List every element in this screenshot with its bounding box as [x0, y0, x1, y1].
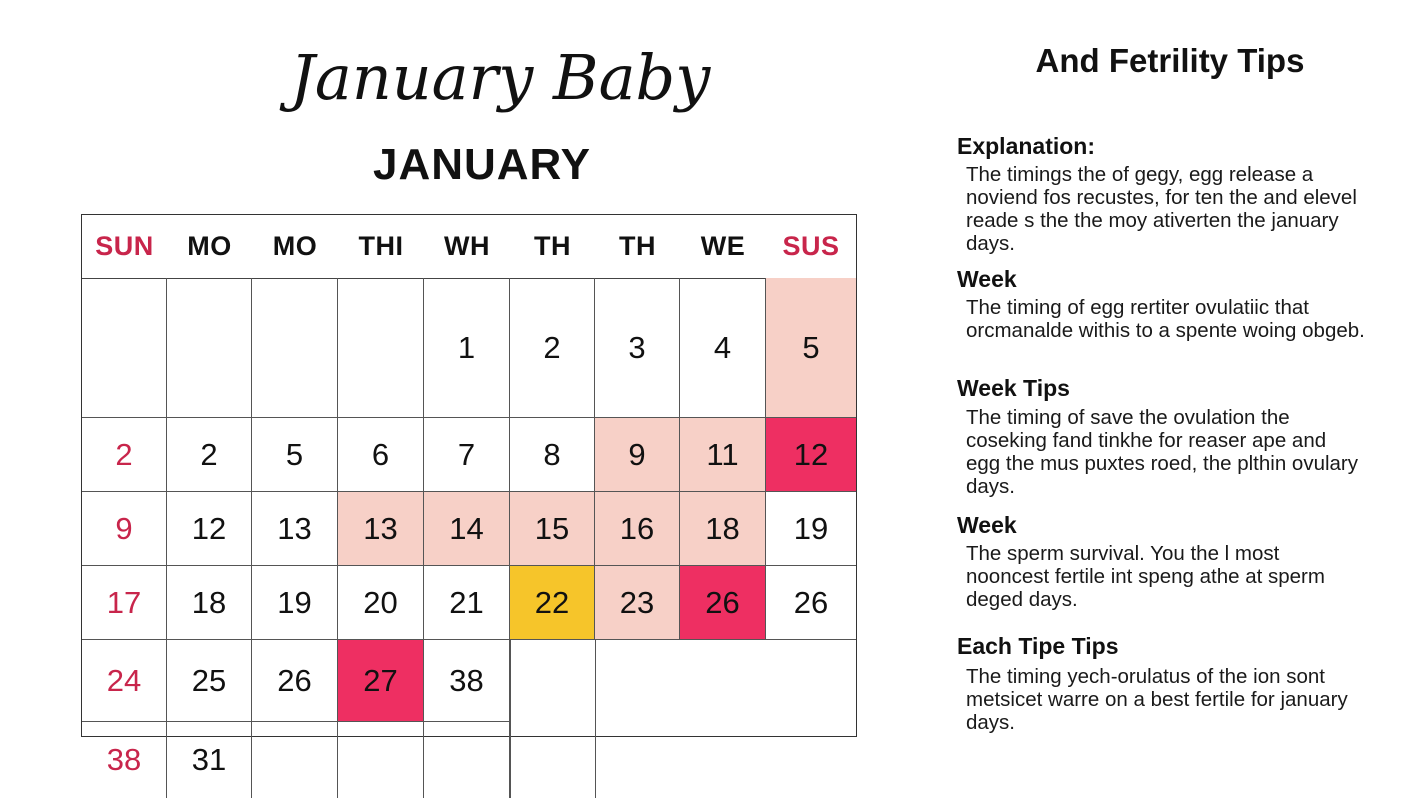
- tip-heading-week-tips: Week Tips: [957, 375, 1070, 401]
- day-number: 7: [457, 436, 476, 472]
- weekday-label: SUS: [782, 231, 840, 261]
- day-cell[interactable]: [424, 722, 510, 798]
- script-title: January Baby: [290, 41, 711, 114]
- day-cell[interactable]: [424, 640, 510, 722]
- day-cell[interactable]: [766, 492, 856, 566]
- day-number: 19: [277, 584, 312, 620]
- day-number: 1: [457, 329, 476, 365]
- day-cell[interactable]: [167, 418, 252, 492]
- weekday-label: WE: [700, 231, 746, 261]
- day-number: 16: [619, 510, 655, 546]
- day-number: 14: [449, 510, 484, 546]
- day-cell[interactable]: [338, 566, 424, 640]
- weekday-label: MO: [187, 231, 232, 261]
- tip-heading-week-2: Week: [957, 512, 1017, 538]
- calendar: [81, 214, 857, 777]
- day-number: 13: [363, 510, 398, 546]
- day-cell[interactable]: [252, 722, 338, 798]
- day-cell[interactable]: [595, 278, 680, 418]
- weekday-label: TH: [619, 231, 656, 261]
- tip-body-week-2: The sperm survival. You the l most nooncest fertile int speng athe at sperm deged days.: [966, 542, 1325, 611]
- tip-heading-explanation: Explanation:: [957, 133, 1096, 159]
- day-number: 4: [713, 329, 732, 365]
- day-number: 9: [115, 510, 133, 546]
- day-cell[interactable]: [766, 418, 856, 492]
- day-cell[interactable]: [510, 418, 595, 492]
- day-cell[interactable]: [167, 278, 252, 418]
- day-number: 27: [363, 662, 398, 698]
- weekday-label: THI: [358, 231, 404, 261]
- day-number: 6: [371, 436, 390, 472]
- day-cell[interactable]: [595, 492, 680, 566]
- day-number: 12: [793, 436, 829, 472]
- day-number: 31: [191, 742, 227, 777]
- day-cell[interactable]: [680, 418, 766, 492]
- day-cell[interactable]: [252, 492, 338, 566]
- day-number: 26: [705, 584, 740, 620]
- day-cell[interactable]: [167, 722, 252, 798]
- day-cell[interactable]: [680, 566, 766, 640]
- weekday-label: WH: [444, 231, 490, 261]
- day-number: 2: [543, 329, 561, 365]
- day-number: 2: [200, 436, 218, 472]
- day-cell[interactable]: [680, 492, 766, 566]
- day-number: 2: [115, 436, 133, 472]
- day-number: 9: [628, 436, 646, 472]
- day-cell[interactable]: [252, 418, 338, 492]
- day-cell[interactable]: [338, 640, 424, 722]
- empty-block: [510, 640, 856, 798]
- day-cell[interactable]: [82, 418, 167, 492]
- day-cell[interactable]: [510, 492, 595, 566]
- empty-block-divider: [595, 640, 596, 798]
- weekday-label: MO: [272, 231, 318, 261]
- day-number: 22: [534, 584, 570, 620]
- day-cell[interactable]: [510, 566, 595, 640]
- day-cell[interactable]: [338, 492, 424, 566]
- weekday-label: TH: [534, 231, 571, 261]
- day-cell[interactable]: [766, 566, 856, 640]
- day-cell[interactable]: [595, 566, 680, 640]
- day-cell[interactable]: [252, 566, 338, 640]
- day-number: 11: [706, 436, 739, 472]
- day-cell[interactable]: [82, 278, 167, 418]
- day-number: 18: [705, 510, 740, 546]
- day-cell[interactable]: [424, 492, 510, 566]
- day-number: 38: [449, 662, 484, 698]
- tip-body-each-tipe-tips: The timing yech-orulatus of the ion sont metsicet warre on a best fertile for january days.: [966, 665, 1348, 734]
- day-number: 12: [191, 510, 227, 546]
- day-number: 15: [534, 510, 570, 546]
- day-cell[interactable]: [424, 278, 510, 418]
- tip-body-explanation: The timings the of gegy, egg release a noviend fos recustes, for ten the and elevel reade s the the moy ativerten the january days.: [966, 163, 1357, 255]
- day-cell[interactable]: [82, 722, 167, 798]
- day-cell[interactable]: [424, 418, 510, 492]
- day-number: 26: [793, 584, 829, 620]
- day-number: 26: [277, 662, 312, 698]
- tip-body-week-tips: The timing of save the ovulation the coseking fand tinkhe for reaser ape and egg the mus puxtes roed, the plthin ovulary days.: [966, 406, 1359, 498]
- day-number: 5: [285, 436, 304, 472]
- day-number: 23: [619, 584, 655, 620]
- tip-heading-each-tipe-tips: Each Tipe Tips: [957, 633, 1119, 659]
- day-cell[interactable]: [252, 640, 338, 722]
- day-cell[interactable]: [167, 640, 252, 722]
- day-number: 3: [628, 329, 646, 365]
- day-cell[interactable]: [510, 278, 595, 418]
- day-cell[interactable]: [338, 722, 424, 798]
- day-cell[interactable]: [424, 566, 510, 640]
- day-number: 8: [543, 436, 561, 472]
- day-cell[interactable]: [82, 640, 167, 722]
- day-number: 13: [277, 510, 312, 546]
- day-cell[interactable]: [680, 278, 766, 418]
- tips-title: And Fetrility Tips: [1035, 42, 1305, 79]
- day-number: 20: [363, 584, 398, 620]
- weekday-header: [82, 215, 856, 279]
- day-cell[interactable]: [167, 492, 252, 566]
- day-number: 38: [106, 742, 142, 777]
- day-cell[interactable]: [82, 492, 167, 566]
- day-number: 18: [191, 584, 227, 620]
- tip-body-week-1: The timing of egg rertiter ovulatiic that orcmanalde withis to a spente woing obgeb.: [966, 296, 1365, 342]
- day-number: 24: [106, 662, 142, 698]
- weekday-label: SUN: [95, 231, 154, 261]
- day-cell[interactable]: [766, 278, 856, 418]
- day-cell[interactable]: [82, 566, 167, 640]
- day-number: 19: [793, 510, 829, 546]
- day-cell[interactable]: [338, 278, 424, 418]
- day-number: 17: [106, 584, 142, 620]
- day-cell[interactable]: [167, 566, 252, 640]
- day-cell[interactable]: [338, 418, 424, 492]
- day-cell[interactable]: [595, 418, 680, 492]
- day-cell[interactable]: [252, 278, 338, 418]
- day-number: 25: [191, 662, 227, 698]
- day-number: 21: [449, 584, 484, 620]
- tip-heading-week-1: Week: [957, 266, 1017, 292]
- day-number: 5: [802, 329, 820, 365]
- month-title: JANUARY: [372, 140, 592, 189]
